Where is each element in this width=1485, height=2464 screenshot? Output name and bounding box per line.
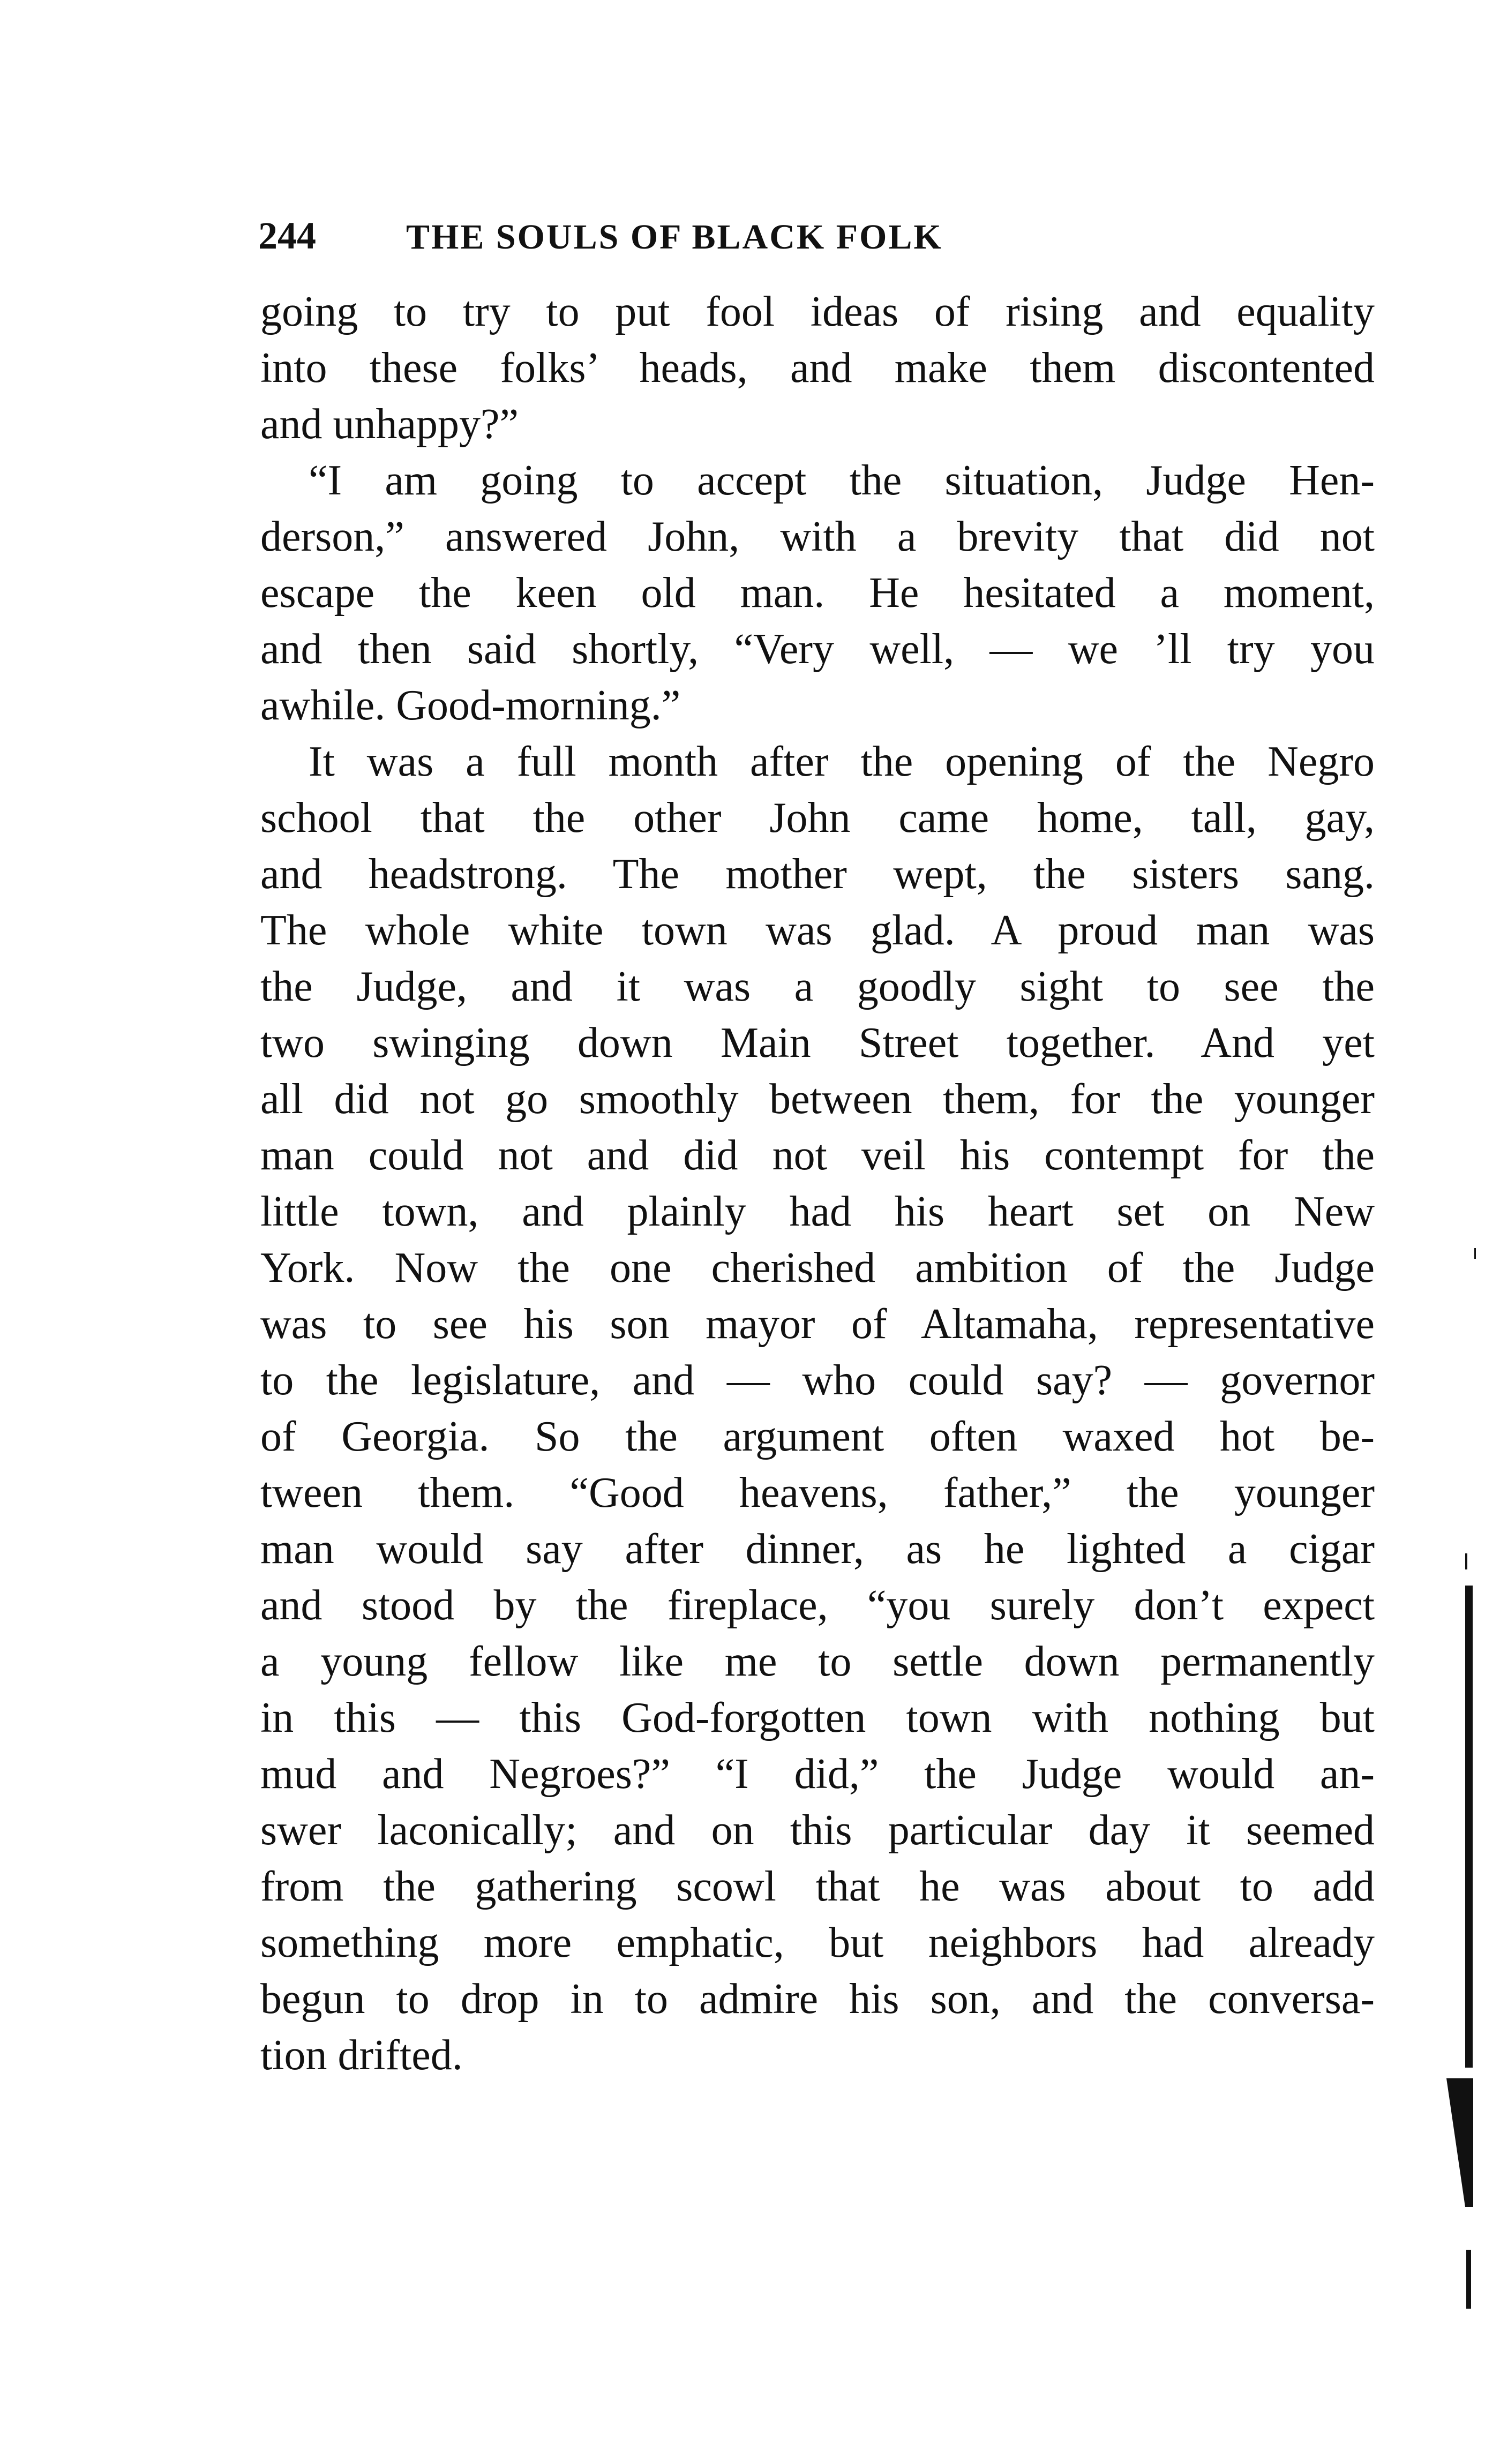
text-line: The whole white town was glad. A proud man was [260,907,1375,954]
text-line: tween them. “Good heavens, father,” the younger [260,1469,1375,1516]
page-header [258,204,1169,268]
text-line: mud and Negroes?” “I did,” the Judge would an- [260,1751,1375,1798]
text-line: to the legislature, and — who could say? — governor [260,1357,1375,1404]
text-line: and stood by the fireplace, “you surely don’t expect [260,1582,1375,1629]
text-line: York. Now the one cherished ambition of the Judge [260,1244,1375,1291]
text-line: in this — this God-forgotten town with nothing but [260,1694,1375,1741]
text-line: begun to drop in to admire his son, and the conversa- [260,1975,1375,2023]
text-line: man would say after dinner, as he lighted a cigar [260,1526,1375,1573]
scan-artifact [1466,2250,1471,2309]
scan-artifact [1474,1248,1476,1259]
scan-artifact [1465,1586,1473,2068]
text-line: awhile. Good-morning.” [260,682,681,729]
text-line: and unhappy?” [260,401,519,448]
text-line: tion drifted. [260,2032,463,2079]
text-line: swer laconically; and on this particular day it seemed [260,1807,1375,1854]
text-line: something more emphatic, but neighbors had already [260,1919,1375,1966]
text-line: and headstrong. The mother wept, the sisters sang. [260,851,1375,898]
text-line: of Georgia. So the argument often waxed hot be- [260,1413,1375,1460]
scan-artifact [1465,1553,1467,1569]
text-line: was to see his son mayor of Altamaha, representative [260,1301,1375,1348]
text-line: derson,” answered John, with a brevity that did not [260,513,1375,560]
text-line: going to try to put fool ideas of rising and equality [260,288,1375,335]
text-line: man could not and did not veil his contempt for the [260,1132,1375,1179]
text-line: two swinging down Main Street together. And yet [260,1019,1375,1066]
text-line: a young fellow like me to settle down permanently [260,1638,1375,1685]
scan-artifact [1446,2078,1473,2207]
running-title: THE SOULS OF BLACK FOLK [406,217,943,257]
text-line: little town, and plainly had his heart set on New [260,1188,1375,1235]
text-line: and then said shortly, “Very well, — we ’ll try you [260,626,1375,673]
paragraph-start-line: It was a full month after the opening of the Negro [309,738,1375,785]
text-line: the Judge, and it was a goodly sight to see the [260,963,1375,1010]
body-text [260,284,1375,2084]
paragraph-start-line: “I am going to accept the situation, Judge Hen- [309,457,1375,504]
text-line: all did not go smoothly between them, for the younger [260,1076,1375,1123]
text-line: from the gathering scowl that he was about to add [260,1863,1375,1910]
text-line: escape the keen old man. He hesitated a moment, [260,569,1375,617]
text-line: into these folks’ heads, and make them discontented [260,344,1375,392]
text-line: school that the other John came home, tall, gay, [260,794,1375,842]
page-number: 244 [258,214,316,257]
